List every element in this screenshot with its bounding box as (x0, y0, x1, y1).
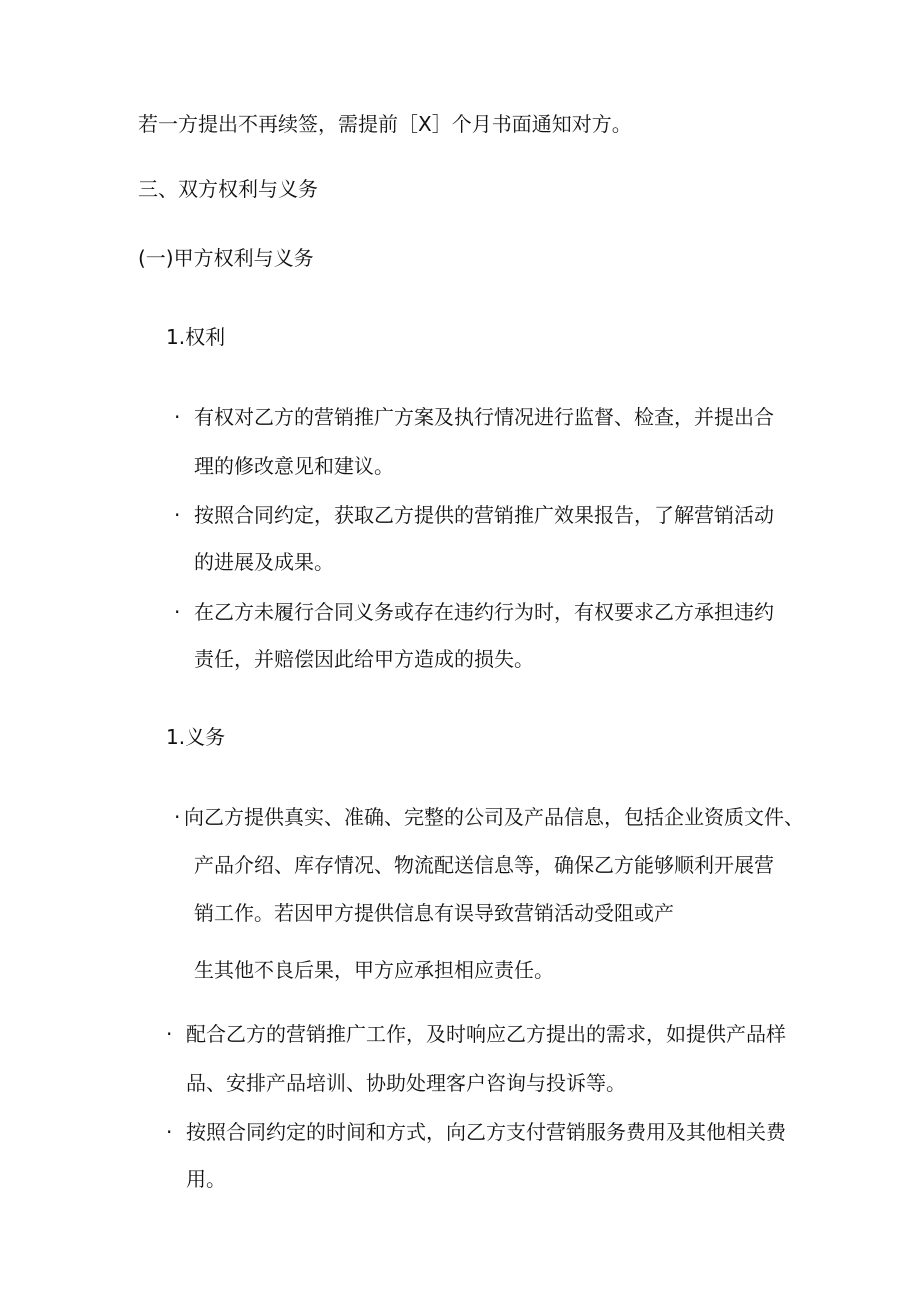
bullet-dot: · (174, 405, 181, 429)
rights-heading: 1.权利 (166, 325, 226, 349)
rights-item-2-line-2: 的进展及成果。 (194, 550, 334, 574)
bullet-dot: · (174, 805, 181, 829)
bullet-dot: · (174, 600, 181, 624)
obligations-item-2-line-1: 配合乙方的营销推广工作，及时响应乙方提出的需求，如提供产品样 (186, 1022, 786, 1046)
bullet-dot: · (166, 1022, 173, 1046)
obligations-item-1-line-4: 生其他不良后果，甲方应承担相应责任。 (194, 958, 554, 982)
rights-item-3-line-1: 在乙方未履行合同义务或存在违约行为时，有权要求乙方承担违约 (194, 600, 774, 624)
obligations-item-2-line-2: 品、安排产品培训、协助处理客户咨询与投诉等。 (186, 1071, 626, 1095)
bullet-dot: · (166, 1120, 173, 1144)
section-three-heading: 三、双方权利与义务 (138, 177, 318, 201)
obligations-item-3-line-2: 用。 (186, 1167, 226, 1191)
rights-item-2-line-1: 按照合同约定，获取乙方提供的营销推广效果报告，了解营销活动 (194, 503, 774, 527)
subsection-one-heading: (一)甲方权利与义务 (138, 246, 314, 270)
renewal-notice-paragraph: 若一方提出不再续签，需提前［X］个月书面通知对方。 (138, 112, 632, 136)
obligations-item-1-line-1: 向乙方提供真实、准确、完整的公司及产品信息，包括企业资质文件、 (184, 805, 804, 829)
obligations-heading: 1.义务 (166, 725, 226, 749)
obligations-item-3-line-1: 按照合同约定的时间和方式，向乙方支付营销服务费用及其他相关费 (186, 1120, 786, 1144)
obligations-item-1-line-2: 产品介绍、库存情况、物流配送信息等，确保乙方能够顺利开展营 (194, 853, 774, 877)
obligations-item-1-line-3: 销工作。若因甲方提供信息有误导致营销活动受阻或产 (194, 901, 674, 925)
rights-item-1-line-2: 理的修改意见和建议。 (194, 454, 394, 478)
rights-item-1-line-1: 有权对乙方的营销推广方案及执行情况进行监督、检查，并提出合 (194, 405, 774, 429)
bullet-dot: · (174, 503, 181, 527)
rights-item-3-line-2: 责任，并赔偿因此给甲方造成的损失。 (194, 647, 534, 671)
